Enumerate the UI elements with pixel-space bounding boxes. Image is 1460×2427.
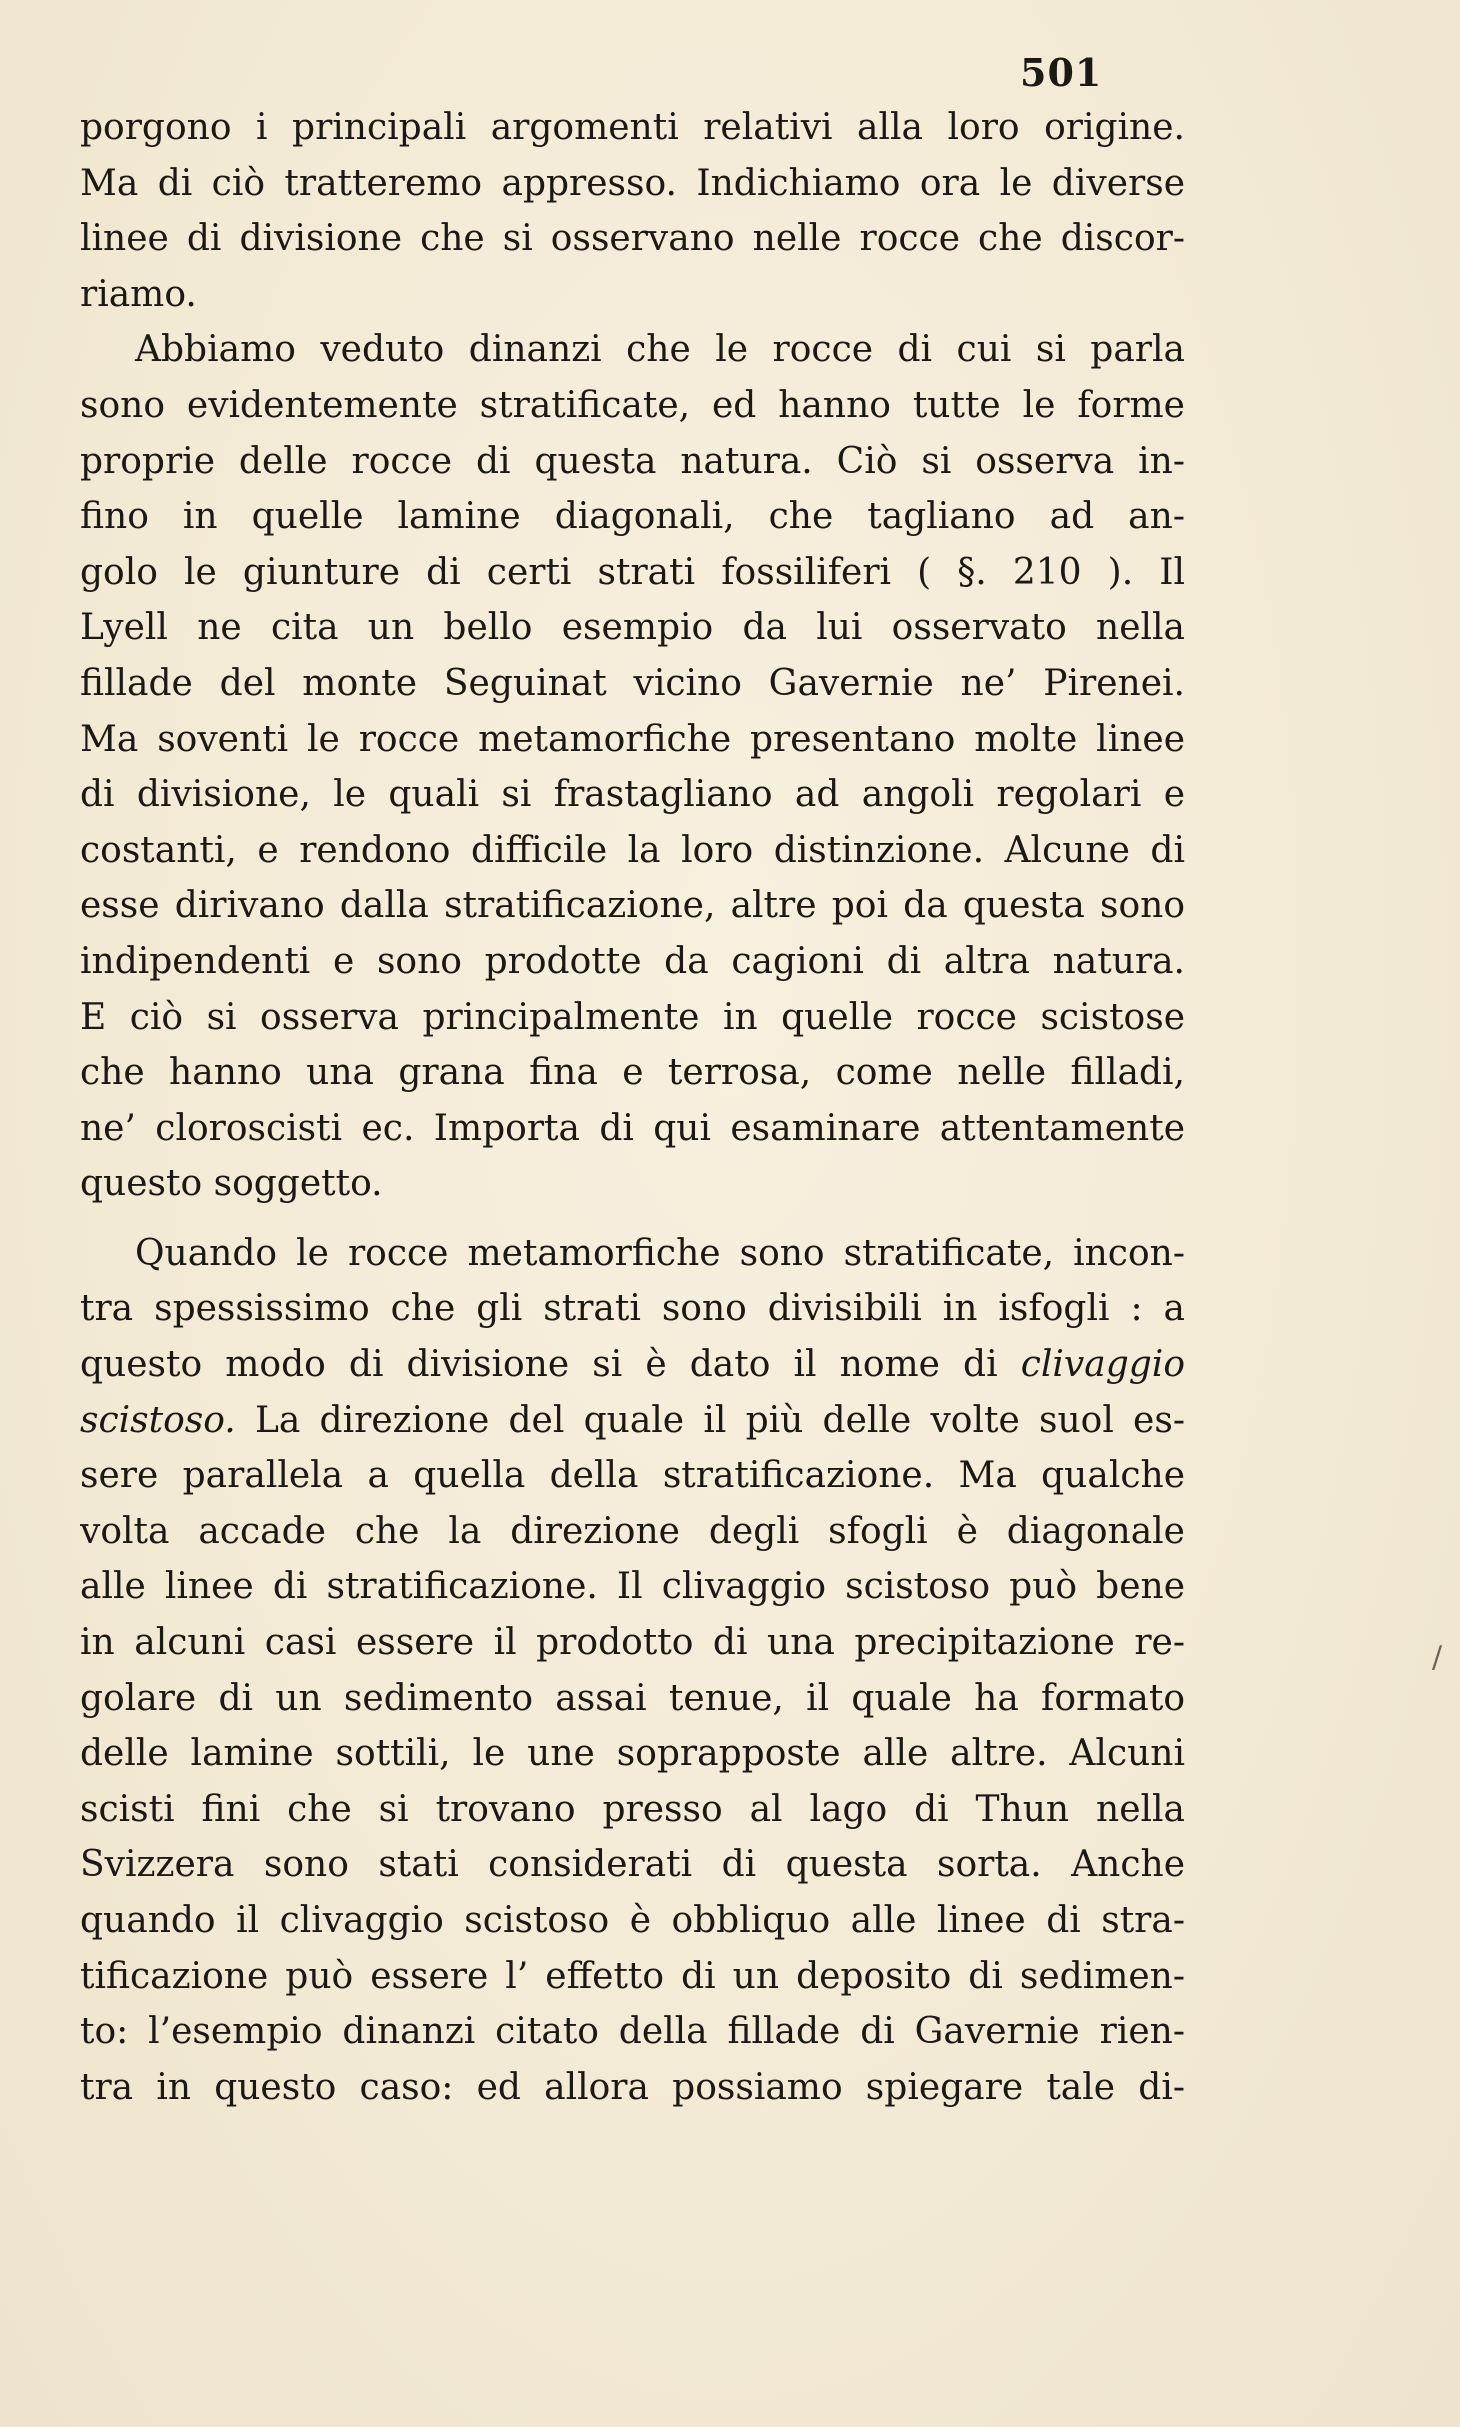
text-line: costanti, e rendono difficile la loro distinzione. Alcune di [80,829,1185,871]
text-line: tra spessissimo che gli strati sono divisibili in isfogli : a [80,1288,1185,1330]
text-line: proprie delle rocce di questa natura. Ciò si osserva in- [80,440,1185,482]
text-line: Lyell ne cita un bello esempio da lui osservato nella [80,607,1185,649]
text-line: Svizzera sono stati considerati di questa sorta. Anche [80,1844,1185,1886]
text-line: indipendenti e sono prodotte da cagioni di altra natura. [80,940,1185,982]
text-line: linee di divisione che si osservano nelle rocce che discor- [80,218,1185,260]
text-line: questo soggetto. [80,1163,383,1205]
text-line: porgono i principali argomenti relativi alla loro origine. [80,107,1185,148]
text-line: golo le giunture di certi strati fossiliferi ( §. 210 ). Il [80,551,1185,593]
body-text [80,100,1185,2115]
text-line: riamo. [80,273,197,315]
text-line: di divisione, le quali si frastagliano ad angoli regolari e [80,774,1185,816]
text-line: Ma di ciò tratteremo appresso. Indichiamo ora le diverse [80,162,1185,204]
text-segment: questo modo di divisione si è dato il nome di [80,1344,998,1386]
text-line [80,1337,1185,1393]
text-line: E ciò si osserva principalmente in quelle rocce scistose [80,996,1185,1038]
text-line: scisti fini che si trovano presso al lago di Thun nella [80,1788,1185,1830]
text-line: in alcuni casi essere il prodotto di una precipitazione re- [80,1622,1185,1664]
text-line: sono evidentemente stratificate, ed hanno tutte le forme [80,384,1185,426]
text-line: tificazione può essere l’ effetto di un deposito di sedimen- [80,1955,1185,1997]
italic-term: scistoso. [80,1399,236,1441]
text-line: quando il clivaggio scistoso è obbliquo alle linee di stra- [80,1900,1185,1941]
text-line [80,1393,1185,1449]
text-line: che hanno una grana fina e terrosa, come nelle filladi, [80,1052,1185,1094]
italic-term: clivaggio [1020,1344,1185,1386]
text-line: volta accade che la direzione degli sfogli è diagonale [80,1510,1185,1552]
text-line: to: l’esempio dinanzi citato della fillade di Gavernie rien- [80,2011,1185,2053]
margin-mark: / [1432,1640,1443,1675]
text-line: tra in questo caso: ed allora possiamo spiegare tale di- [80,2066,1185,2108]
text-line: Quando le rocce metamorfiche sono stratificate, incon- [135,1232,1185,1274]
text-line: sere parallela a quella della stratificazione. Ma qualche [80,1455,1185,1497]
text-line: alle linee di stratificazione. Il clivaggio scistoso può bene [80,1566,1185,1608]
text-segment: La direzione del quale il più delle volte suol es- [235,1399,1185,1441]
page-number: 501 [1020,50,1103,95]
text-line: Ma soventi le rocce metamorfiche presentano molte linee [80,718,1185,760]
text-line: esse dirivano dalla stratificazione, altre poi da questa sono [80,885,1185,927]
text-line: Abbiamo veduto dinanzi che le rocce di cui si parla [135,329,1185,371]
text-line: delle lamine sottili, le une soprapposte alle altre. Alcuni [80,1733,1185,1775]
text-line: fino in quelle lamine diagonali, che tagliano ad an- [80,496,1185,538]
text-line: golare di un sedimento assai tenue, il quale ha formato [80,1677,1185,1719]
text-line: ne’ cloroscisti ec. Importa di qui esaminare attentamente [80,1107,1185,1149]
text-line: fillade del monte Seguinat vicino Gavernie ne’ Pirenei. [80,662,1185,704]
